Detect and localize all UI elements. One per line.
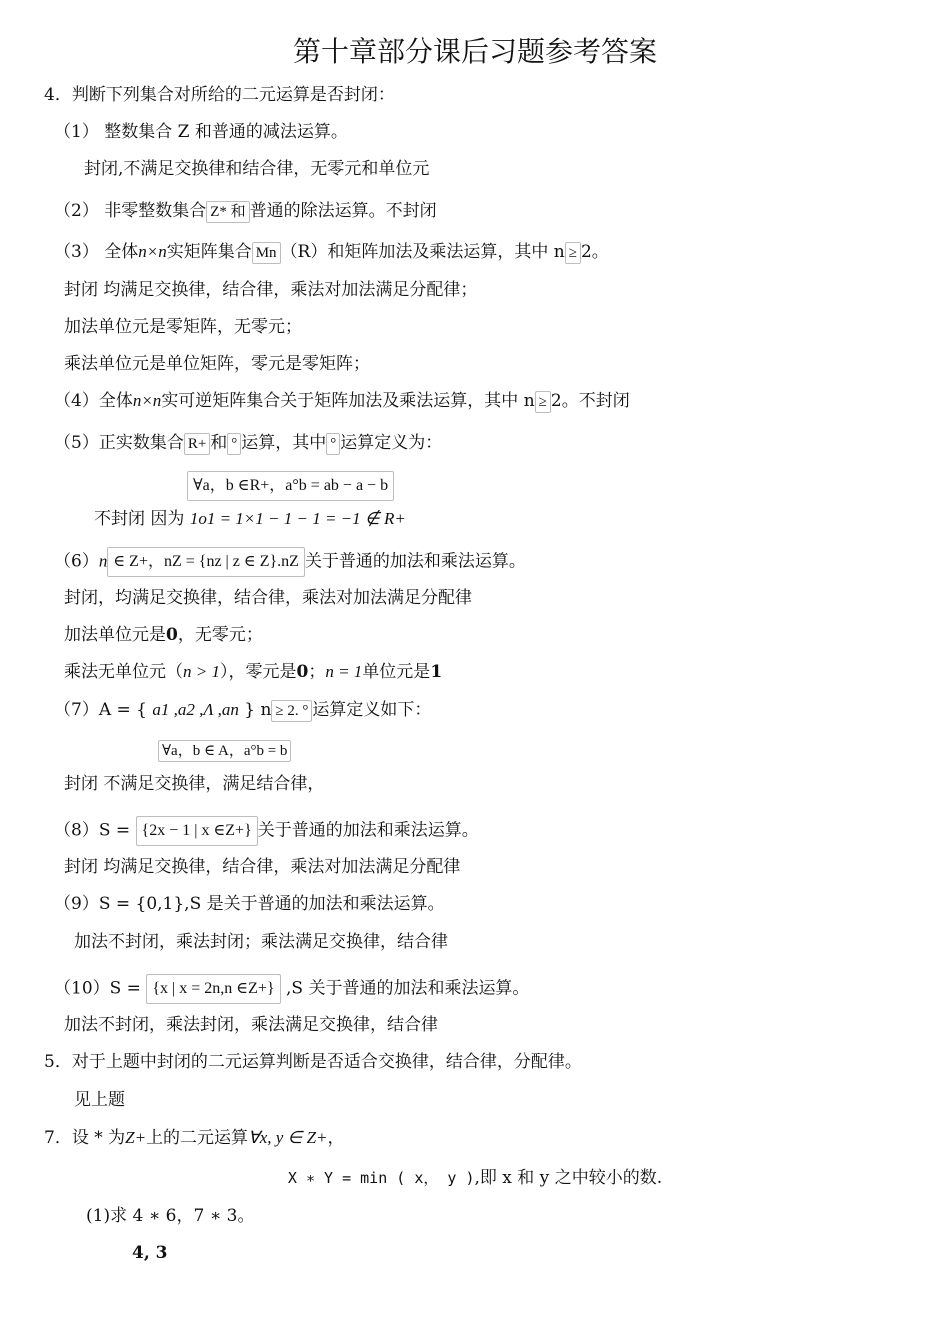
item-6-answer-3-zero: 0	[296, 662, 309, 682]
item-6-formula-box: ∈ Z+，nZ = {nz | z ∈ Z}.nZ	[107, 547, 305, 577]
item-10-question	[54, 974, 529, 1004]
item-5-text-d: 运算定义为：	[340, 433, 443, 453]
problem-5-heading: 5．对于上题中封闭的二元运算判断是否适合交换律，结合律，分配律。	[44, 1052, 582, 1072]
item-6-answer-3-one: 1	[430, 662, 443, 682]
problem-7-definition-text: ,即 x 和 y 之中较小的数.	[474, 1168, 663, 1188]
item-6-answer-2-a: 加法单位元是	[64, 625, 166, 645]
item-10-formula-box: {x | x = 2n,n ∈Z+}	[146, 974, 280, 1004]
item-3-question	[54, 241, 609, 264]
item-7-definition	[158, 739, 291, 762]
item-1-answer: 封闭,不满足交换律和结合律，无零元和单位元	[84, 159, 430, 179]
item-2-text-b: 普通的除法运算。不封闭	[249, 201, 437, 221]
item-3-text-b: 实矩阵集合	[166, 242, 252, 262]
item-4-text-a: （4）全体	[54, 391, 133, 411]
problem-7-heading	[44, 1127, 345, 1149]
item-6-answer-1: 封闭，均满足交换律，结合律，乘法对加法满足分配律	[64, 588, 472, 608]
item-7-text-b: } n	[244, 700, 272, 720]
item-5-text-a: （5）正实数集合	[54, 433, 184, 453]
problem-7-definition-formula: X ∗ Y = min ( x， y )	[287, 1169, 475, 1187]
item-7-text-c: 运算定义如下：	[312, 700, 432, 720]
item-3-answer-2: 加法单位元是零矩阵，无零元；	[64, 317, 302, 337]
item-6-text-b: 关于普通的加法和乘法运算。	[304, 551, 526, 572]
page-title: 第十章部分课后习题参考答案	[292, 35, 657, 68]
item-4-text-c: 2。不封闭	[550, 391, 630, 411]
item-6-answer-3-b: ），零元是	[219, 662, 297, 682]
item-8-answer: 封闭 均满足交换律，结合律，乘法对加法满足分配律	[64, 857, 461, 877]
item-5-rplus-box: R+	[184, 433, 210, 455]
item-6-answer-3-math-1: n > 1	[183, 662, 220, 681]
item-3-formula-box: Mn	[252, 242, 281, 264]
item-5-definition	[187, 471, 394, 501]
item-2-text-a: （2） 非零整数集合	[54, 201, 207, 221]
item-6-answer-3-math-2: n = 1	[325, 662, 363, 681]
problem-4-heading: 4．判断下列集合对所给的二元运算是否封闭：	[44, 85, 395, 105]
item-5-text-c: 运算，其中	[241, 433, 327, 453]
item-5-op-box-1: °	[227, 433, 241, 455]
item-4-geq-box: ≥	[535, 391, 551, 413]
item-7-geq-box: ≥ 2. °	[271, 700, 312, 722]
item-5-answer-text: 不封闭 因为	[94, 509, 185, 529]
item-5-text-b: 和	[210, 433, 228, 453]
item-7-math-set: a1 ,a2 ,Λ ,an	[152, 700, 239, 719]
item-9-question: （9）S = {0,1},S 是关于普通的加法和乘法运算。	[54, 894, 445, 914]
item-5-answer-math: 1o1 = 1×1 − 1 − 1 = −1 ∉ R+	[189, 509, 406, 528]
item-7-definition-box: ∀a，b ∈ A，a°b = b	[158, 740, 291, 762]
item-6-question	[54, 547, 526, 577]
item-6-answer-3-e: 单位元是	[362, 662, 431, 682]
item-2-question	[54, 200, 437, 223]
item-8-text-b: 关于普通的加法和乘法运算。	[257, 820, 479, 841]
item-6-answer-2-c: ，无零元；	[177, 625, 263, 645]
item-4-text-b: 实可逆矩阵集合关于矩阵加法及乘法运算，其中 n	[161, 391, 535, 411]
item-6-answer-2-zero: 0	[166, 625, 178, 645]
item-4-question	[54, 390, 630, 413]
item-10-text-a: （10）S =	[54, 978, 141, 999]
item-3-text-c: （R）和矩阵加法及乘法运算，其中 n	[280, 242, 565, 262]
problem-7-part-1-answer: 4, 3	[132, 1243, 168, 1263]
problem-7-text-c: ，	[327, 1128, 345, 1148]
item-6-math-n: n	[98, 551, 108, 571]
item-8-text-a: （8）S =	[54, 820, 131, 841]
item-2-formula-box: Z* 和	[206, 201, 249, 223]
item-8-question	[54, 816, 479, 846]
item-6-answer-3	[64, 661, 442, 683]
item-3-math-nxn: n×n	[138, 242, 167, 261]
item-10-text-b: ,S 关于普通的加法和乘法运算。	[285, 978, 530, 999]
item-10-answer: 加法不封闭，乘法封闭，乘法满足交换律，结合律	[64, 1015, 438, 1035]
item-4-math-nxn: n×n	[132, 391, 162, 410]
item-6-answer-2	[64, 624, 263, 646]
item-6-answer-3-a: 乘法无单位元（	[64, 662, 183, 682]
item-6-text-a: （6）	[54, 551, 99, 572]
item-3-text-d: 2。	[580, 242, 609, 262]
problem-7-text-b: 上的二元运算	[146, 1128, 249, 1148]
problem-7-text-a: 7．设 * 为	[44, 1128, 126, 1148]
problem-7-math-forall: ∀x, y ∈ Z+	[248, 1128, 328, 1147]
item-3-text-a: （3） 全体	[54, 242, 139, 262]
problem-7-part-1: (1)求 4 ∗ 6，7 ∗ 3。	[86, 1206, 255, 1226]
item-5-question	[54, 432, 442, 455]
problem-7-math-zplus: Z+	[125, 1128, 147, 1147]
problem-7-definition	[0, 1167, 950, 1189]
item-3-answer-3: 乘法单位元是单位矩阵，零元是零矩阵；	[64, 354, 370, 374]
item-3-geq-box: ≥	[565, 242, 581, 264]
item-9-answer: 加法不封闭，乘法封闭；乘法满足交换律，结合律	[74, 932, 448, 952]
problem-5-answer: 见上题	[74, 1090, 125, 1110]
item-5-answer	[94, 508, 406, 530]
item-5-definition-box: ∀a，b ∈R+，a°b = ab − a − b	[187, 471, 394, 501]
item-7-question	[54, 699, 431, 722]
item-7-text-a: （7）A = {	[54, 700, 147, 720]
item-8-formula-box: {2x − 1 | x ∈Z+}	[136, 816, 258, 846]
item-3-answer-1: 封闭 均满足交换律，结合律，乘法对加法满足分配律；	[64, 280, 478, 300]
item-1-question: （1） 整数集合 Z 和普通的减法运算。	[54, 122, 348, 142]
item-7-answer: 封闭 不满足交换律，满足结合律，	[64, 774, 325, 794]
item-6-answer-3-d: ；	[308, 662, 326, 682]
item-5-op-box-2: °	[326, 433, 340, 455]
